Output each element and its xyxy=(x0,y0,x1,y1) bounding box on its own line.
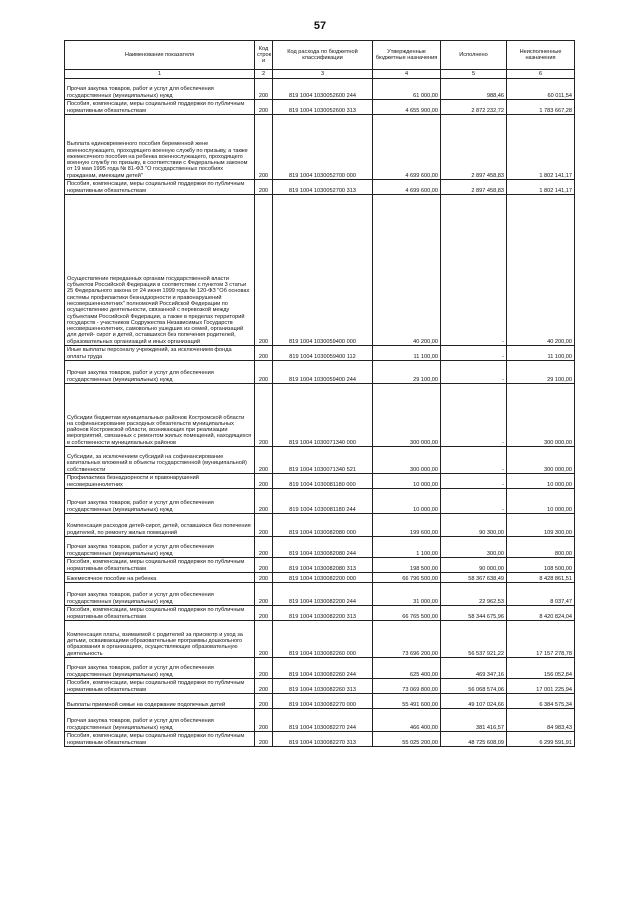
cell-name: Пособия, компенсации, меры социальной поддержки по публичным нормативным обязательствам xyxy=(65,100,255,115)
table-row xyxy=(65,180,575,195)
cell-cls: 819 1004 1030052600 244 xyxy=(273,79,373,100)
cell-name: Прочая закупка товаров, работ и услуг для обеспечения государственных (муниципальных) нужд xyxy=(65,658,255,679)
cell-executed: 988,46 xyxy=(441,79,507,100)
cell-approved: 4 655 900,00 xyxy=(373,100,441,115)
cell-code: 200 xyxy=(255,346,273,361)
cell-code: 200 xyxy=(255,709,273,732)
cell-executed: 48 725 608,09 xyxy=(441,732,507,747)
cell-cls: 819 1004 1030081180 000 xyxy=(273,474,373,489)
cell-executed: - xyxy=(441,195,507,346)
cell-executed: 90 300,00 xyxy=(441,514,507,537)
cell-approved: 300 000,00 xyxy=(373,447,441,474)
cell-unexecuted: 800,00 xyxy=(507,537,575,558)
cell-name: Выплата единовременного пособия беременной жене военнослужащего, проходящего военную службу по призыву, а также ежемесячного пособия на ребенка военнослужащего, проходящего военную службу по призыву, в соответствии с Федеральным законом от 19 мая 1995 года № 81-ФЗ "О государственных пособиях гражданам, имеющим детей" xyxy=(65,115,255,180)
cell-unexecuted: 17 001 225,94 xyxy=(507,679,575,694)
cell-unexecuted: 6 384 575,34 xyxy=(507,694,575,709)
cell-executed: 2 897 458,83 xyxy=(441,180,507,195)
cell-name: Пособия, компенсации, меры социальной поддержки по публичным нормативным обязательствам xyxy=(65,606,255,621)
cell-cls: 819 1004 1030082200 000 xyxy=(273,573,373,583)
cell-unexecuted: 1 783 667,28 xyxy=(507,100,575,115)
column-number: 1 xyxy=(65,70,255,79)
cell-cls: 819 1004 1030082080 244 xyxy=(273,537,373,558)
cell-name: Прочая закупка товаров, работ и услуг для обеспечения государственных (муниципальных) нужд xyxy=(65,361,255,384)
table-row xyxy=(65,732,575,747)
cell-executed: 58 367 638,49 xyxy=(441,573,507,583)
table-row xyxy=(65,658,575,679)
cell-code: 200 xyxy=(255,537,273,558)
table-row xyxy=(65,79,575,100)
table-row xyxy=(65,694,575,709)
cell-cls: 819 1004 1030082270 000 xyxy=(273,694,373,709)
cell-code: 200 xyxy=(255,573,273,583)
table-row xyxy=(65,195,575,346)
cell-cls: 819 1004 1030059400 244 xyxy=(273,361,373,384)
cell-name: Выплаты приемной семье на содержание подопечных детей xyxy=(65,694,255,709)
cell-code: 200 xyxy=(255,79,273,100)
cell-name: Пособия, компенсации, меры социальной поддержки по публичным нормативным обязательствам xyxy=(65,732,255,747)
table-row xyxy=(65,606,575,621)
cell-name: Пособия, компенсации, меры социальной поддержки по публичным нормативным обязательствам xyxy=(65,180,255,195)
cell-executed: - xyxy=(441,489,507,514)
cell-code: 200 xyxy=(255,361,273,384)
budget-execution-table xyxy=(64,40,575,747)
cell-name: Субсидии бюджетам муниципальных районов Костромской области на софинансирование расходных обязательств муниципальных районов Костромской области, возникающих при реализации мероприятий, связанных с ремонтом жилых помещений, находящихся в собственности муниципальных районов xyxy=(65,384,255,447)
cell-unexecuted: 156 052,84 xyxy=(507,658,575,679)
cell-approved: 73 696 200,00 xyxy=(373,621,441,658)
cell-approved: 4 699 600,00 xyxy=(373,180,441,195)
cell-executed: 58 344 675,96 xyxy=(441,606,507,621)
cell-approved: 199 600,00 xyxy=(373,514,441,537)
cell-approved: 73 069 800,00 xyxy=(373,679,441,694)
cell-code: 200 xyxy=(255,694,273,709)
cell-name: Компенсация расходов детей-сирот, детей, оставшихся без попечения родителей, по ремонту жилых помещений xyxy=(65,514,255,537)
cell-unexecuted: 10 000,00 xyxy=(507,474,575,489)
header-row xyxy=(65,41,575,70)
cell-name: Иные выплаты персоналу учреждений, за исключением фонда оплаты труда xyxy=(65,346,255,361)
cell-executed: - xyxy=(441,361,507,384)
cell-approved: 11 100,00 xyxy=(373,346,441,361)
cell-code: 200 xyxy=(255,489,273,514)
cell-code: 200 xyxy=(255,474,273,489)
column-number: 2 xyxy=(255,70,273,79)
cell-executed: 90 000,00 xyxy=(441,558,507,573)
cell-name: Профилактика безнадзорности и правонарушений несовершеннолетних xyxy=(65,474,255,489)
cell-code: 200 xyxy=(255,679,273,694)
column-number: 3 xyxy=(273,70,373,79)
cell-approved: 31 000,00 xyxy=(373,583,441,606)
header-name: Наименование показателя xyxy=(65,41,255,70)
cell-cls: 819 1004 1030052700 000 xyxy=(273,115,373,180)
cell-cls: 819 1004 1030052700 313 xyxy=(273,180,373,195)
cell-unexecuted: 60 011,54 xyxy=(507,79,575,100)
cell-code: 200 xyxy=(255,606,273,621)
cell-cls: 819 1004 1030082080 000 xyxy=(273,514,373,537)
cell-unexecuted: 1 802 141,17 xyxy=(507,115,575,180)
cell-code: 200 xyxy=(255,447,273,474)
table-row xyxy=(65,384,575,447)
cell-cls: 819 1004 1030081180 244 xyxy=(273,489,373,514)
table-row xyxy=(65,115,575,180)
cell-name: Пособия, компенсации, меры социальной поддержки по публичным нормативным обязательствам xyxy=(65,679,255,694)
cell-name: Прочая закупка товаров, работ и услуг для обеспечения государственных (муниципальных) нужд xyxy=(65,489,255,514)
header-classification: Код расхода по бюджетной классификации xyxy=(273,41,373,70)
cell-unexecuted: 17 157 278,78 xyxy=(507,621,575,658)
cell-code: 200 xyxy=(255,621,273,658)
table-body xyxy=(65,79,575,747)
page-number: 57 xyxy=(313,20,327,32)
cell-cls: 819 1004 1030071340 000 xyxy=(273,384,373,447)
cell-approved: 4 699 600,00 xyxy=(373,115,441,180)
cell-unexecuted: 300 000,00 xyxy=(507,384,575,447)
table-row xyxy=(65,537,575,558)
cell-name: Осуществление переданных органам государственной власти субъектов Российской Федерации в соответствии с пунктом 3 статьи 25 Федерального закона от 24 июня 1999 года № 120-ФЗ "Об основах системы профилактики безнадзорности и правонарушений несовершеннолетних" полномочий Российской Федерации по осуществлению деятельности, связанной с перевозкой между субъектами Российской Федерации, а также в пределах территорий государств - участников Содружества Независимых Государств несовершеннолетних, самовольно ушедших из семей, организаций для детей- сирот и детей, оставшихся без попечения родителей, образовательных организаций и иных организаций xyxy=(65,195,255,346)
cell-cls: 819 1004 1030082270 244 xyxy=(273,709,373,732)
cell-approved: 40 200,00 xyxy=(373,195,441,346)
cell-unexecuted: 8 428 861,51 xyxy=(507,573,575,583)
cell-code: 200 xyxy=(255,658,273,679)
cell-approved: 198 500,00 xyxy=(373,558,441,573)
table-row xyxy=(65,474,575,489)
table-row xyxy=(65,558,575,573)
header-code: Код строк и xyxy=(255,41,273,70)
cell-approved: 300 000,00 xyxy=(373,384,441,447)
table-row xyxy=(65,489,575,514)
cell-approved: 66 796 500,00 xyxy=(373,573,441,583)
cell-executed: 300,00 xyxy=(441,537,507,558)
cell-cls: 819 1004 1030082200 244 xyxy=(273,583,373,606)
header-executed: Исполнено xyxy=(441,41,507,70)
cell-approved: 55 491 600,00 xyxy=(373,694,441,709)
cell-cls: 819 1004 1030082080 313 xyxy=(273,558,373,573)
table-row xyxy=(65,447,575,474)
header-unexecuted: Неисполненные назначения xyxy=(507,41,575,70)
cell-cls: 819 1004 1030082260 244 xyxy=(273,658,373,679)
cell-name: Компенсация платы, взимаемой с родителей за присмотр и уход за детьми, осваивающими образовательные программы дошкольного образования в организациях, осуществляющих образовательную деятельность xyxy=(65,621,255,658)
cell-code: 200 xyxy=(255,180,273,195)
cell-unexecuted: 109 300,00 xyxy=(507,514,575,537)
cell-executed: - xyxy=(441,474,507,489)
cell-name: Ежемесячное пособие на ребенка xyxy=(65,573,255,583)
cell-cls: 819 1004 1030059400 000 xyxy=(273,195,373,346)
table-row xyxy=(65,346,575,361)
column-number-row xyxy=(65,70,575,79)
cell-executed: 2 872 232,72 xyxy=(441,100,507,115)
cell-approved: 10 000,00 xyxy=(373,474,441,489)
column-number: 6 xyxy=(507,70,575,79)
cell-cls: 819 1004 1030082200 313 xyxy=(273,606,373,621)
cell-approved: 29 100,00 xyxy=(373,361,441,384)
cell-cls: 819 1004 1030059400 112 xyxy=(273,346,373,361)
cell-unexecuted: 8 037,47 xyxy=(507,583,575,606)
cell-cls: 819 1004 1030082270 313 xyxy=(273,732,373,747)
table-row xyxy=(65,573,575,583)
cell-unexecuted: 10 000,00 xyxy=(507,489,575,514)
cell-approved: 61 000,00 xyxy=(373,79,441,100)
header-approved: Утвержденные бюджетные назначения xyxy=(373,41,441,70)
cell-executed: 469 347,16 xyxy=(441,658,507,679)
table-row xyxy=(65,583,575,606)
table-row xyxy=(65,514,575,537)
cell-approved: 55 025 200,00 xyxy=(373,732,441,747)
cell-unexecuted: 40 200,00 xyxy=(507,195,575,346)
cell-code: 200 xyxy=(255,115,273,180)
cell-executed: 381 416,57 xyxy=(441,709,507,732)
cell-unexecuted: 108 500,00 xyxy=(507,558,575,573)
cell-cls: 819 1004 1030052600 313 xyxy=(273,100,373,115)
cell-unexecuted: 6 299 591,91 xyxy=(507,732,575,747)
cell-cls: 819 1004 1030082260 000 xyxy=(273,621,373,658)
cell-unexecuted: 84 983,43 xyxy=(507,709,575,732)
table-row xyxy=(65,361,575,384)
table-row xyxy=(65,100,575,115)
cell-code: 200 xyxy=(255,195,273,346)
cell-executed: 56 068 574,06 xyxy=(441,679,507,694)
table-row xyxy=(65,679,575,694)
cell-name: Прочая закупка товаров, работ и услуг для обеспечения государственных (муниципальных) нужд xyxy=(65,583,255,606)
cell-unexecuted: 11 100,00 xyxy=(507,346,575,361)
cell-name: Пособия, компенсации, меры социальной поддержки по публичным нормативным обязательствам xyxy=(65,558,255,573)
cell-name: Прочая закупка товаров, работ и услуг для обеспечения государственных (муниципальных) нужд xyxy=(65,537,255,558)
cell-unexecuted: 29 100,00 xyxy=(507,361,575,384)
cell-code: 200 xyxy=(255,583,273,606)
cell-name: Субсидии, за исключением субсидий на софинансирование капитальных вложений в объекты государственной (муниципальной) собственности xyxy=(65,447,255,474)
table-row xyxy=(65,621,575,658)
cell-name: Прочая закупка товаров, работ и услуг для обеспечения государственных (муниципальных) нужд xyxy=(65,79,255,100)
cell-cls: 819 1004 1030071340 521 xyxy=(273,447,373,474)
cell-approved: 625 400,00 xyxy=(373,658,441,679)
cell-approved: 10 000,00 xyxy=(373,489,441,514)
cell-executed: - xyxy=(441,384,507,447)
cell-code: 200 xyxy=(255,558,273,573)
cell-name: Прочая закупка товаров, работ и услуг для обеспечения государственных (муниципальных) нужд xyxy=(65,709,255,732)
table-row xyxy=(65,709,575,732)
cell-executed: - xyxy=(441,447,507,474)
column-number: 4 xyxy=(373,70,441,79)
cell-executed: - xyxy=(441,346,507,361)
cell-executed: 56 537 921,22 xyxy=(441,621,507,658)
cell-approved: 66 765 500,00 xyxy=(373,606,441,621)
cell-executed: 49 107 024,66 xyxy=(441,694,507,709)
cell-code: 200 xyxy=(255,732,273,747)
cell-unexecuted: 1 802 141,17 xyxy=(507,180,575,195)
cell-code: 200 xyxy=(255,384,273,447)
cell-executed: 22 962,53 xyxy=(441,583,507,606)
cell-approved: 466 400,00 xyxy=(373,709,441,732)
cell-code: 200 xyxy=(255,514,273,537)
cell-code: 200 xyxy=(255,100,273,115)
column-number: 5 xyxy=(441,70,507,79)
cell-approved: 1 100,00 xyxy=(373,537,441,558)
cell-unexecuted: 300 000,00 xyxy=(507,447,575,474)
cell-unexecuted: 8 420 824,04 xyxy=(507,606,575,621)
cell-executed: 2 897 458,83 xyxy=(441,115,507,180)
cell-cls: 819 1004 1030082260 313 xyxy=(273,679,373,694)
